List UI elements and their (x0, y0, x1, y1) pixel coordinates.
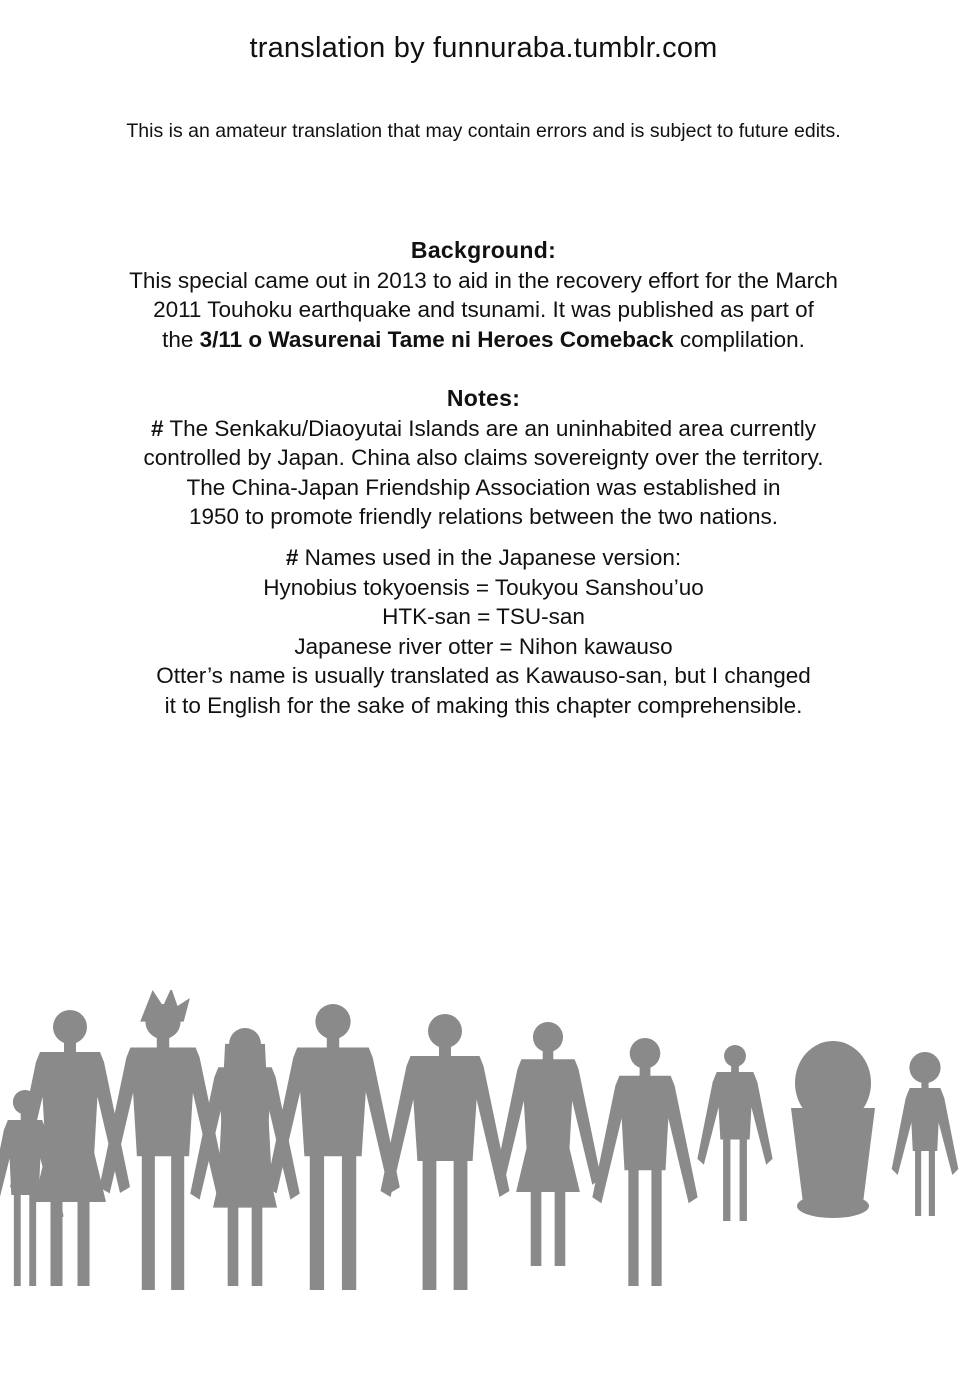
figure-neck (731, 1065, 739, 1073)
figure-leg-left (723, 1136, 730, 1222)
figure-neck (921, 1081, 928, 1088)
figure-torso (218, 1067, 271, 1165)
figure-arm-left (697, 1072, 722, 1165)
figure-torso (130, 1048, 195, 1157)
figure-leg-left (628, 1166, 638, 1286)
figure-leg-left (228, 1162, 239, 1286)
note-2-line-1 (0, 543, 967, 573)
note-2-line-5: Otter’s name is usually translated as Kawauso-san, but I changed (156, 663, 811, 688)
figure-leg-right (929, 1147, 935, 1216)
names-section (0, 543, 967, 720)
figure-leg-left (423, 1157, 437, 1290)
figure-head (428, 1014, 462, 1048)
figure-leg-left (142, 1152, 155, 1290)
note-1-line-4: 1950 to promote friendly relations between the two nations. (188, 504, 779, 529)
note-2-line-4: Japanese river otter = Nihon kawauso (294, 633, 673, 659)
figure-leg-right (78, 1153, 90, 1286)
figure-neck (543, 1050, 554, 1061)
figure-head (630, 1038, 661, 1069)
background-section (0, 236, 967, 354)
note-1-line-2: controlled by Japan. China also claims sovereignty over the territory. (143, 445, 824, 470)
notes-heading: Notes: (446, 385, 521, 411)
figure-arm-left (592, 1076, 625, 1204)
figure-torso (910, 1088, 941, 1151)
figure-leg-right (171, 1152, 184, 1290)
note-1-line-3: The China-Japan Friendship Association was established in (186, 474, 781, 500)
note-2-line-6: it to English for the sake of making this chapter comprehensible. (164, 692, 803, 718)
background-line-1: This special came out in 2013 to aid in the recovery effort for the March (129, 267, 838, 293)
background-line-3 (0, 325, 967, 355)
figure-head (909, 1052, 940, 1083)
figure-arm-right (747, 1072, 772, 1165)
figure-leg-right (651, 1166, 661, 1286)
note-2-line-3: HTK-san = TSU-san (382, 604, 585, 629)
figure-torso (521, 1059, 574, 1152)
figure-leg-right (740, 1136, 747, 1222)
figure-leg-right (252, 1162, 263, 1286)
figure-neck (640, 1067, 651, 1078)
note-1-line-1 (0, 414, 967, 444)
figure-torso (411, 1056, 480, 1161)
figure-leg-right (555, 1148, 566, 1266)
background-line-2: 2011 Touhoku earthquake and tsunami. It was published as part of (153, 297, 814, 322)
figure-skirt (34, 1152, 106, 1202)
figure-leg-right (29, 1191, 36, 1286)
figure-leg-right (454, 1157, 468, 1290)
figure-arm-right (665, 1076, 698, 1204)
mascot-body (791, 1108, 875, 1203)
figure-skirt (516, 1147, 580, 1192)
note-1-marker: # (150, 415, 164, 441)
figure-leg-left (14, 1191, 21, 1286)
figure-spiky-hair (140, 990, 190, 1022)
note-2-line-2: Hynobius tokyoensis = Toukyou Sanshou’uo (263, 574, 704, 600)
note-2-marker: # (285, 545, 299, 570)
background-line-3-post: complilation. (673, 326, 805, 352)
figure-torso (40, 1052, 100, 1157)
figure-leg-left (310, 1152, 324, 1290)
credit-title: translation by funnuraba.tumblr.com (249, 32, 718, 64)
notes-section (0, 384, 967, 532)
figure-leg-left (531, 1148, 542, 1266)
figure-leg-left (915, 1147, 921, 1216)
background-heading: Background: (410, 237, 557, 263)
figure-head (724, 1045, 746, 1067)
figure-torso (619, 1076, 670, 1171)
figure-torso (717, 1072, 754, 1140)
figure-head (315, 1004, 350, 1039)
note-2-line-1-text: Names used in the Japanese version: (298, 545, 682, 570)
background-line-3-pre: the (162, 326, 200, 352)
figure-head (533, 1022, 563, 1052)
note-1-line-1-text: The Senkaku/Diaoyutai Islands are an uninhabited area currently (163, 415, 816, 441)
figure-torso (297, 1048, 368, 1157)
figure-leg-right (342, 1152, 356, 1290)
mascot-feet (797, 1194, 869, 1218)
characters-silhouette-illustration (0, 990, 967, 1300)
figure-head (53, 1010, 87, 1044)
compilation-title: 3/11 o Wasurenai Tame ni Heroes Comeback (199, 326, 674, 352)
figure-leg-left (51, 1153, 63, 1286)
disclaimer-text: This is an amateur translation that may contain errors and is subject to future edits. (126, 120, 841, 142)
